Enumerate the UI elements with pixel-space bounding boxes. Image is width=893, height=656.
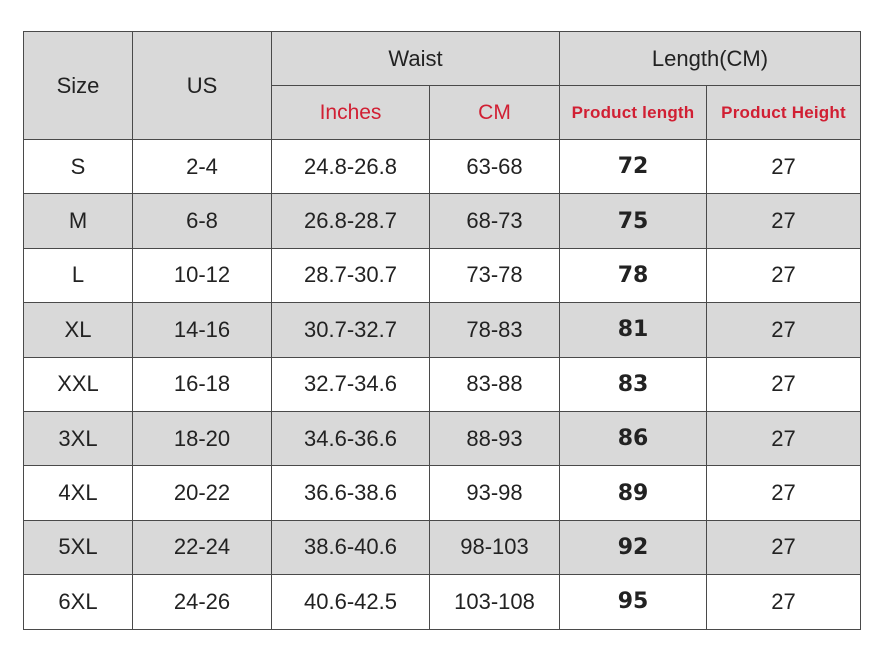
- table-row: [24, 303, 861, 357]
- header-waist: Waist: [272, 32, 560, 86]
- cell-size: 6XL: [24, 575, 133, 629]
- cell-product-length: 78: [560, 248, 707, 302]
- cell-product-height: 27: [707, 575, 861, 629]
- cell-product-height: 27: [707, 140, 861, 194]
- cell-size: S: [24, 140, 133, 194]
- cell-waist-inches: 40.6-42.5: [272, 575, 430, 629]
- cell-size: L: [24, 248, 133, 302]
- header-length: Length(CM): [560, 32, 861, 86]
- table-row: [24, 357, 861, 411]
- cell-product-height: 27: [707, 248, 861, 302]
- cell-us: 24-26: [133, 575, 272, 629]
- cell-product-length: 72: [560, 140, 707, 194]
- cell-waist-cm: 98-103: [430, 520, 560, 574]
- header-us: US: [133, 32, 272, 140]
- cell-product-height: 27: [707, 194, 861, 248]
- table-row: [24, 520, 861, 574]
- header-product-length: Product length: [560, 86, 707, 140]
- cell-waist-inches: 32.7-34.6: [272, 357, 430, 411]
- table-row: [24, 140, 861, 194]
- cell-waist-inches: 24.8-26.8: [272, 140, 430, 194]
- cell-waist-cm: 93-98: [430, 466, 560, 520]
- header-row-top: [24, 32, 861, 86]
- cell-waist-inches: 26.8-28.7: [272, 194, 430, 248]
- cell-product-length: 95: [560, 575, 707, 629]
- cell-size: 3XL: [24, 411, 133, 465]
- table-row: [24, 194, 861, 248]
- cell-waist-inches: 30.7-32.7: [272, 303, 430, 357]
- table-row: [24, 248, 861, 302]
- cell-product-height: 27: [707, 466, 861, 520]
- header-size: Size: [24, 32, 133, 140]
- cell-waist-cm: 103-108: [430, 575, 560, 629]
- cell-waist-cm: 63-68: [430, 140, 560, 194]
- cell-us: 10-12: [133, 248, 272, 302]
- cell-us: 22-24: [133, 520, 272, 574]
- cell-product-height: 27: [707, 411, 861, 465]
- cell-product-length: 83: [560, 357, 707, 411]
- cell-product-length: 92: [560, 520, 707, 574]
- cell-product-length: 81: [560, 303, 707, 357]
- cell-size: 5XL: [24, 520, 133, 574]
- cell-waist-cm: 88-93: [430, 411, 560, 465]
- cell-size: XXL: [24, 357, 133, 411]
- cell-product-length: 89: [560, 466, 707, 520]
- header-inches: Inches: [272, 86, 430, 140]
- cell-product-length: 75: [560, 194, 707, 248]
- cell-waist-cm: 68-73: [430, 194, 560, 248]
- cell-waist-inches: 28.7-30.7: [272, 248, 430, 302]
- table-row: [24, 466, 861, 520]
- cell-waist-cm: 73-78: [430, 248, 560, 302]
- table-row: [24, 575, 861, 629]
- cell-product-length: 86: [560, 411, 707, 465]
- cell-product-height: 27: [707, 303, 861, 357]
- cell-size: XL: [24, 303, 133, 357]
- cell-us: 20-22: [133, 466, 272, 520]
- cell-waist-inches: 34.6-36.6: [272, 411, 430, 465]
- size-chart-table: [23, 31, 861, 630]
- cell-size: 4XL: [24, 466, 133, 520]
- cell-waist-inches: 38.6-40.6: [272, 520, 430, 574]
- table-row: [24, 411, 861, 465]
- cell-us: 2-4: [133, 140, 272, 194]
- cell-us: 18-20: [133, 411, 272, 465]
- cell-product-height: 27: [707, 520, 861, 574]
- cell-waist-cm: 78-83: [430, 303, 560, 357]
- header-product-height: Product Height: [707, 86, 861, 140]
- cell-us: 6-8: [133, 194, 272, 248]
- cell-us: 16-18: [133, 357, 272, 411]
- cell-size: M: [24, 194, 133, 248]
- cell-waist-cm: 83-88: [430, 357, 560, 411]
- header-cm: CM: [430, 86, 560, 140]
- cell-waist-inches: 36.6-38.6: [272, 466, 430, 520]
- cell-product-height: 27: [707, 357, 861, 411]
- cell-us: 14-16: [133, 303, 272, 357]
